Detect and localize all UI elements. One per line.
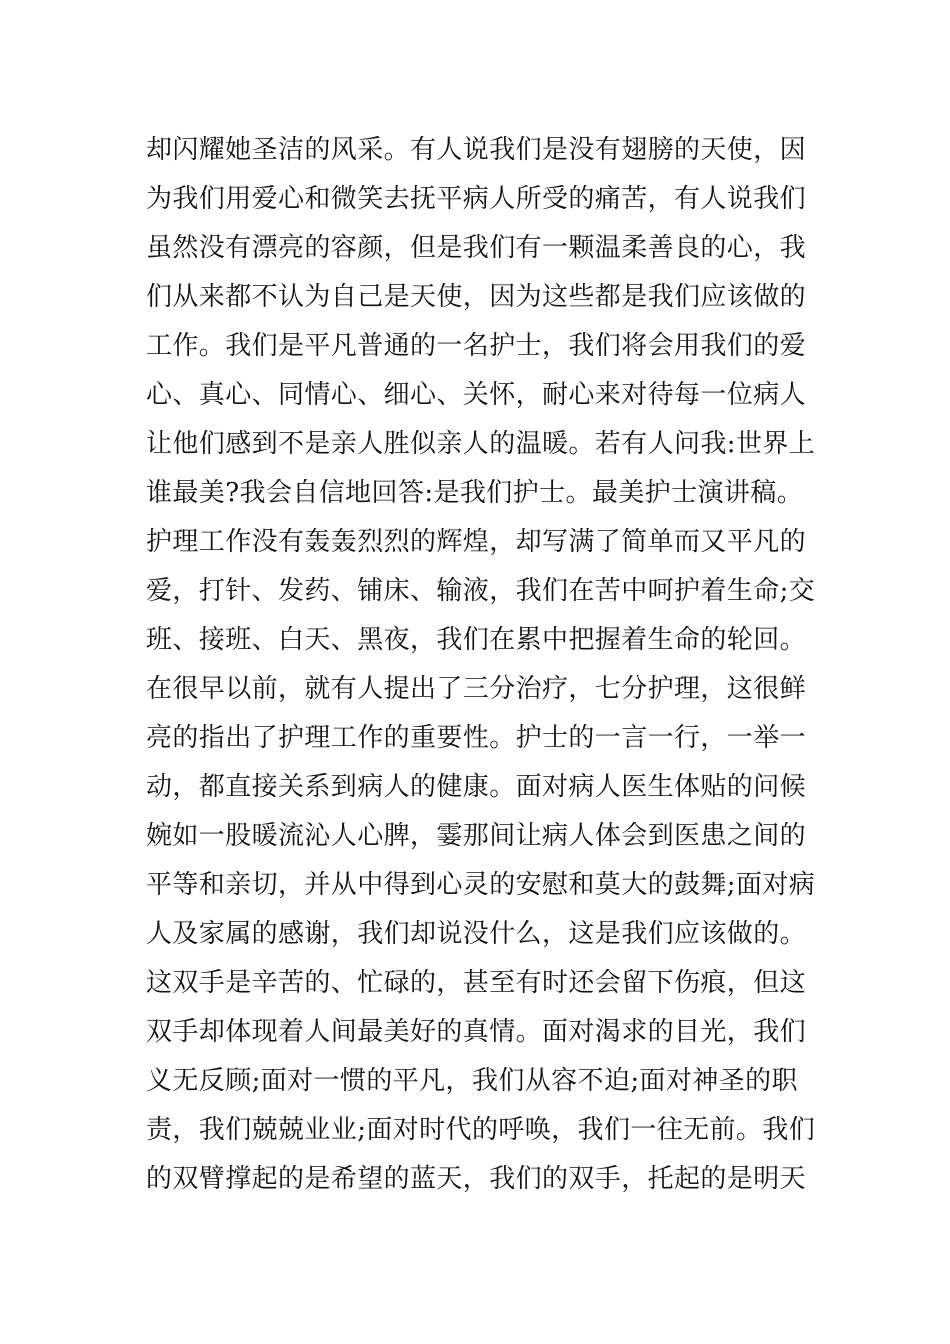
- text-line: 心、真心、同情心、细心、关怀，耐心来对待每一位病人: [146, 380, 807, 410]
- text-line: 的双臂撑起的是希望的蓝天，我们的双手，托起的是明天: [146, 1164, 807, 1194]
- text-line: 婉如一股暖流沁人心脾，霎那间让病人体会到医患之间的: [146, 821, 807, 851]
- body-text: [146, 126, 816, 1204]
- text-line: 班、接班、白天、黑夜，我们在累中把握着生命的轮回。: [146, 625, 807, 655]
- text-line: 人及家属的感谢，我们却说没什么，这是我们应该做的。: [146, 919, 807, 949]
- text-line: 为我们用爱心和微笑去抚平病人所受的痛苦，有人说我们: [146, 184, 807, 214]
- text-line: 在很早以前，就有人提出了三分治疗，七分护理，这很鲜: [146, 674, 807, 704]
- text-line: 爱，打针、发药、铺床、输液，我们在苦中呵护着生命;交: [146, 576, 816, 606]
- text-line: 虽然没有漂亮的容颜，但是我们有一颗温柔善良的心，我: [146, 233, 807, 263]
- text-line: 责，我们兢兢业业;面对时代的呼唤，我们一往无前。我们: [146, 1115, 816, 1145]
- text-line: 让他们感到不是亲人胜似亲人的温暖。若有人问我:世界上: [146, 429, 816, 459]
- text-line: 平等和亲切，并从中得到心灵的安慰和莫大的鼓舞;面对病: [146, 870, 816, 900]
- text-line: 谁最美?我会自信地回答:是我们护士。最美护士演讲稿。: [146, 478, 804, 508]
- text-line: 义无反顾;面对一惯的平凡，我们从容不迫;面对神圣的职: [146, 1066, 798, 1096]
- text-line: 亮的指出了护理工作的重要性。护士的一言一行，一举一: [146, 723, 807, 753]
- text-line: 工作。我们是平凡普通的一名护士，我们将会用我们的爱: [146, 331, 807, 361]
- text-line: 双手却体现着人间最美好的真情。面对渴求的目光，我们: [146, 1017, 807, 1047]
- text-line: 这双手是辛苦的、忙碌的，甚至有时还会留下伤痕，但这: [146, 968, 807, 998]
- text-line: 却闪耀她圣洁的风采。有人说我们是没有翅膀的天使，因: [146, 135, 807, 165]
- text-line: 动，都直接关系到病人的健康。面对病人医生体贴的问候: [146, 772, 807, 802]
- text-line: 们从来都不认为自己是天使，因为这些都是我们应该做的: [146, 282, 807, 312]
- text-line: 护理工作没有轰轰烈烈的辉煌，却写满了简单而又平凡的: [146, 527, 807, 557]
